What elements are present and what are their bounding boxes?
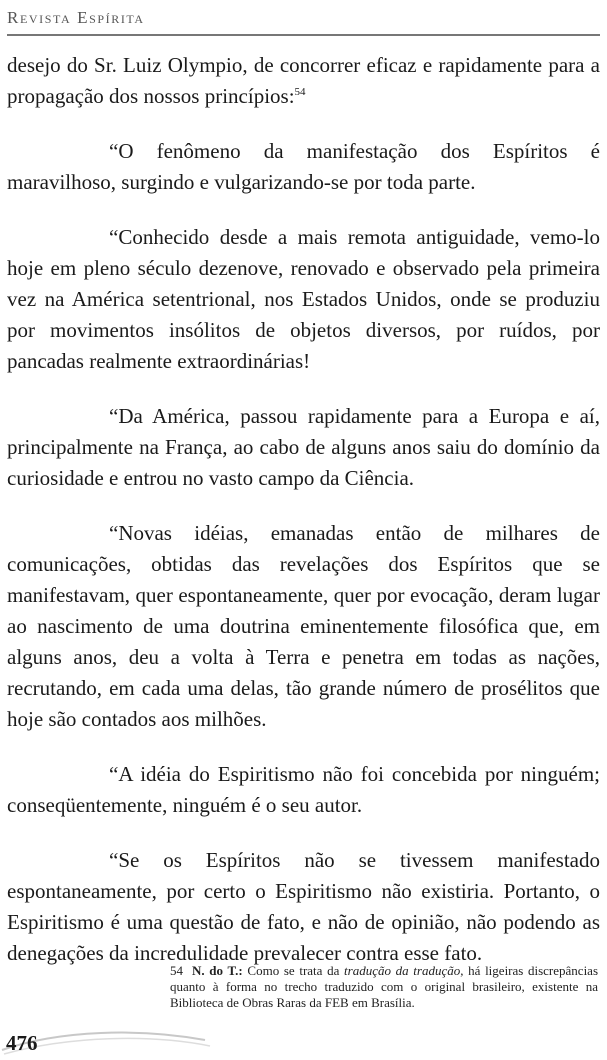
paragraph: “Novas idéias, emanadas então de milhares de comunicações, obtidas das revelações dos Espíritos que se manifestavam, quer espontaneamente, quer por evocação, deram lugar ao nascimento de uma doutrina eminentemente filosófica que, em alguns anos, deu a volta à Terra e penetra em todas as nações, recrutando, em cada uma delas, tão grande número de prosélitos que hoje são contados aos milhões. [7,521,600,731]
footnote [170,963,598,1011]
paragraph [7,50,600,112]
paragraph: “A idéia do Espiritismo não foi concebida por ninguém; conseqüentemente, ninguém é o seu autor. [7,762,600,817]
footnote-text-before: Como se trata da [247,963,340,978]
paragraph: “Se os Espíritos não se tivessem manifestado espontaneamente, por certo o Espiritismo não existiria. Portanto, o Espiritismo é uma questão de fato, e não de opinião, não podendo as denegações da incredulidade prevalecer contra esse fato. [7,848,600,965]
header-rule [7,34,600,36]
footnote-italic: tradução da tradução [344,963,461,978]
body-text [7,50,600,993]
footnote-reference[interactable]: 54 [294,86,306,98]
paragraph: “Da América, passou rapidamente para a Europa e aí, principalmente na França, ao cabo de alguns anos saiu do domínio da curiosidade e entrou no vasto campo da Ciência. [7,404,600,490]
running-head: Revista Espírita [7,8,145,27]
page-number: 476 [6,1031,38,1055]
footnote-label: N. do T.: [192,963,243,978]
paragraph: “O fenômeno da manifestação dos Espíritos é maravilhoso, surgindo e vulgarizando-se por toda parte. [7,139,600,194]
footnote-number: 54 [170,963,183,978]
footnote-text-after: , há ligeiras discrepâncias quanto à forma no trecho traduzido com o original brasileiro, existente na Biblioteca de Obras Raras da FEB em Brasília. [170,963,599,1010]
paragraph: “Conhecido desde a mais remota antiguidade, vemo-lo hoje em pleno século dezenove, renovado e observado pela primeira vez na América setentrional, nos Estados Unidos, onde se produziu por movimentos insólitos de objetos diversos, por ruídos, por pancadas realmente extraordinárias! [7,225,600,373]
paragraph-text: desejo do Sr. Luiz Olympio, de concorrer eficaz e rapidamente para a propagação dos nossos princípios: [7,53,600,108]
